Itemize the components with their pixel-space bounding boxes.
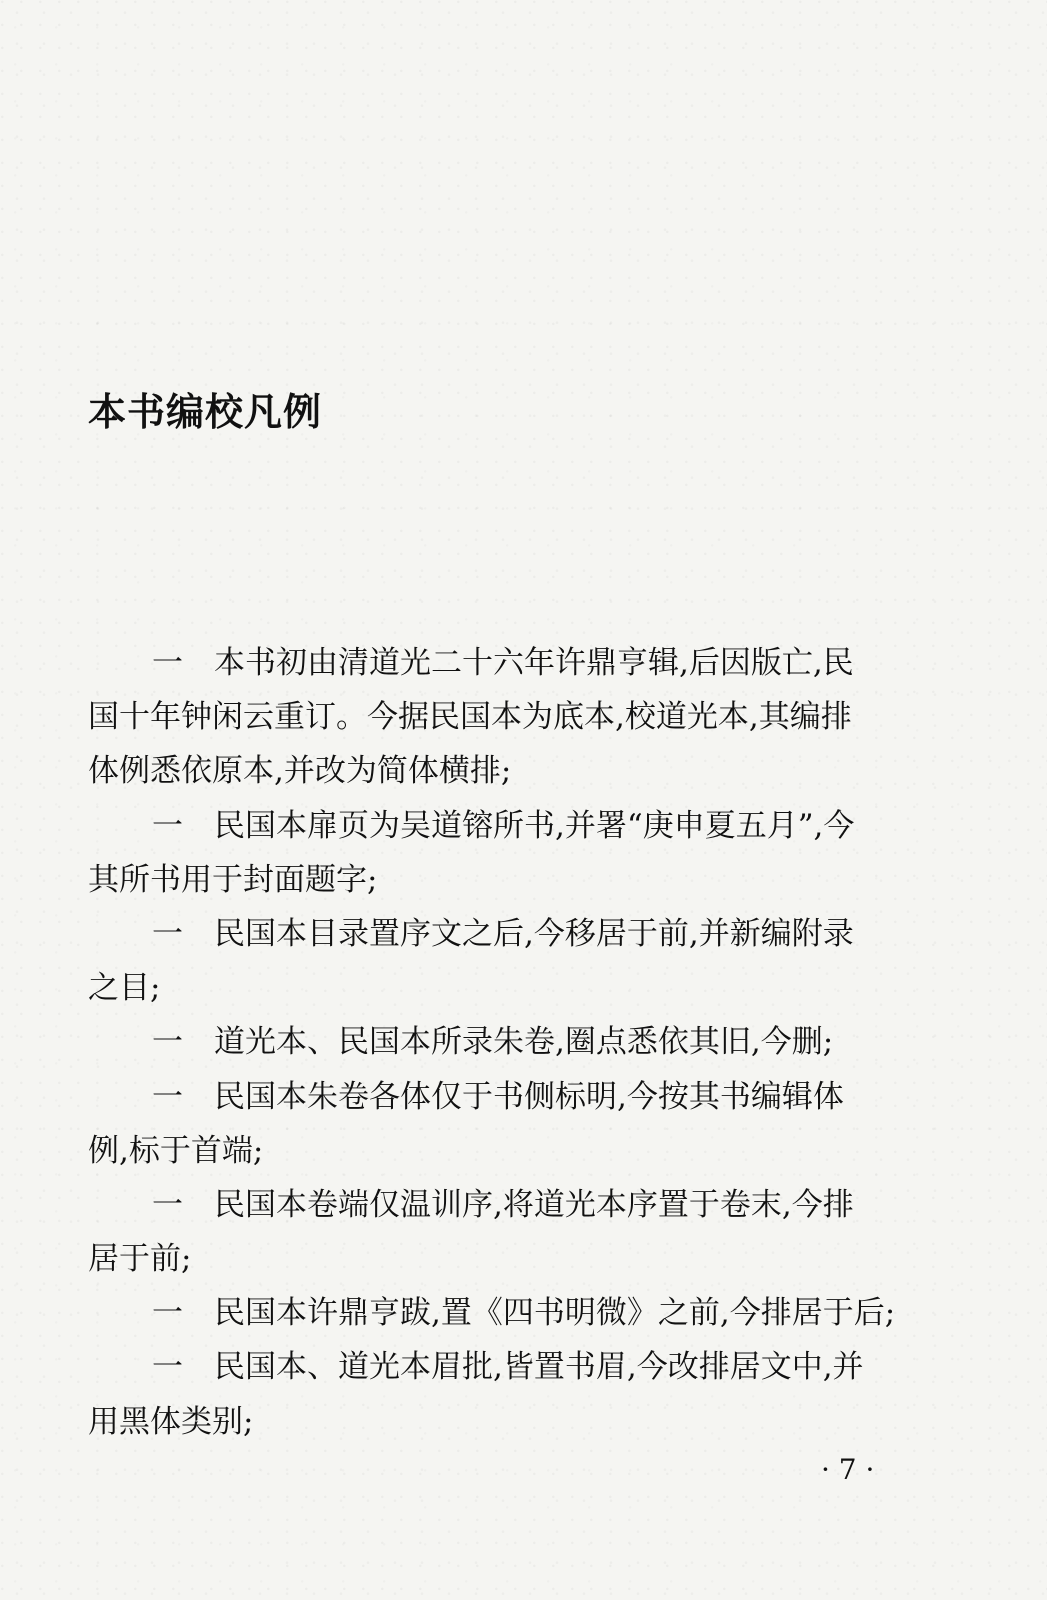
body-line: 居于前;	[88, 1241, 192, 1278]
body-line: 一 本书初由清道光二十六年许鼎亨辑,后因版亡,民	[152, 645, 854, 681]
body-line: 国十年钟闲云重订。今据民国本为底本,校道光本,其编排	[88, 699, 852, 736]
body-line: 其所书用于封面题字;	[88, 861, 378, 898]
body-line: 之目;	[88, 970, 161, 1007]
body-line: 一 民国本目录置序文之后,今移居于前,并新编附录	[152, 915, 854, 952]
body-line: 例,标于首端;	[88, 1132, 264, 1169]
body-line: 体例悉依原本,并改为简体横排;	[88, 753, 512, 790]
body-line: 一 民国本扉页为吴道镕所书,并署“庚申夏五月”,今	[152, 807, 855, 844]
page-title: 本书编校凡例	[88, 390, 323, 434]
body-line: 一 民国本朱卷各体仅于书侧标明,今按其书编辑体	[152, 1078, 844, 1115]
body-line: 一 民国本、道光本眉批,皆置书眉,今改排居文中,并	[152, 1349, 864, 1386]
body-line: 一 民国本许鼎亨跋,置《四书明微》之前,今排居于后;	[152, 1295, 896, 1332]
page-number: · 7 ·	[821, 1453, 875, 1486]
document-body	[88, 636, 920, 1449]
body-line: 用黑体类别;	[88, 1403, 254, 1440]
body-line: 一 民国本卷端仅温训序,将道光本序置于卷末,今排	[152, 1186, 854, 1223]
body-line: 一 道光本、民国本所录朱卷,圈点悉依其旧,今删;	[152, 1024, 834, 1061]
